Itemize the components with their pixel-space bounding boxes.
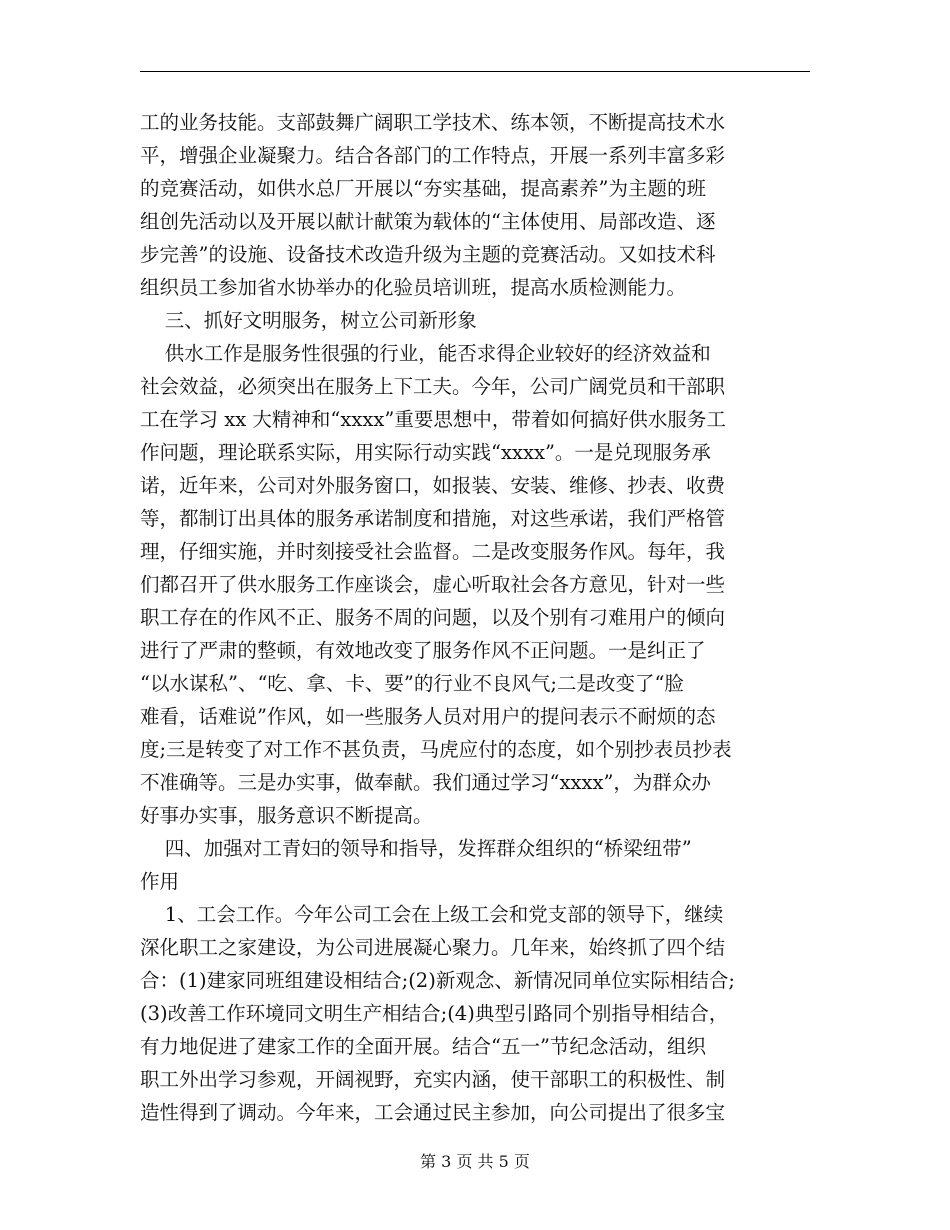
text-line: 1、工会工作。今年公司工会在上级工会和党支部的领导下，继续 xyxy=(140,903,724,926)
text-line: 平，增强企业凝聚力。结合各部门的工作特点，开展一系列丰富多彩 xyxy=(140,144,726,167)
text-line: 供水工作是服务性很强的行业，能否求得企业较好的经济效益和 xyxy=(140,342,711,365)
text-line: “以水谋私”、“吃、拿、卡、要”的行业不良风气;二是改变了“脸 xyxy=(140,672,684,695)
text-line: 组织员工参加省水协举办的化验员培训班，提高水质检测能力。 xyxy=(140,276,687,299)
text-line: 等，都制订出具体的服务承诺制度和措施，对这些承诺，我们严格管 xyxy=(140,507,726,530)
text-line: 作问题，理论联系实际，用实际行动实践“xxxx”。一是兑现服务承 xyxy=(140,441,711,464)
text-line: 职工存在的作风不正、服务不周的问题，以及个别有刁难用户的倾向 xyxy=(140,606,726,629)
text-line: 们都召开了供水服务工作座谈会，虚心听取社会各方意见，针对一些 xyxy=(140,573,726,596)
section-heading: 四、加强对工青妇的领导和指导，发挥群众组织的“桥梁纽带” xyxy=(140,837,692,860)
page-number: 第 3 页 共 5 页 xyxy=(420,1152,530,1171)
text-line: 组创先活动以及开展以献计献策为载体的“主体使用、局部改造、逐 xyxy=(140,210,716,233)
text-line: 好事办实事，服务意识不断提高。 xyxy=(140,804,433,827)
text-line: 度;三是转变了对工作不甚负责，马虎应付的态度，如个别抄表员抄表 xyxy=(140,738,732,761)
text-line: (3)改善工作环境同文明生产相结合;(4)典型引路同个别指导相结合， xyxy=(140,1002,729,1025)
text-line: 诺，近年来，公司对外服务窗口，如报装、安装、维修、抄表、收费 xyxy=(140,474,726,497)
text-line: 不准确等。三是办实事，做奉献。我们通过学习“xxxx”，为群众办 xyxy=(140,771,711,794)
text-line: 步完善”的设施、设备技术改造升级为主题的竞赛活动。又如技术科 xyxy=(140,243,716,266)
body-text xyxy=(140,106,810,1129)
text-line: 工的业务技能。支部鼓舞广阔职工学技术、练本领，不断提高技术水 xyxy=(140,111,726,134)
text-line: 的竞赛活动，如供水总厂开展以“夯实基础，提高素养”为主题的班 xyxy=(140,177,706,200)
header-rule xyxy=(140,71,810,72)
section-heading: 三、抓好文明服务，树立公司新形象 xyxy=(140,309,477,332)
text-line: 深化职工之家建设，为公司进展凝心聚力。几年来，始终抓了四个结 xyxy=(140,936,726,959)
text-line: 难看，话难说”作风，如一些服务人员对用户的提问表示不耐烦的态 xyxy=(140,705,716,728)
text-line: 有力地促进了建家工作的全面开展。结合“五一”节纪念活动，组织 xyxy=(140,1035,706,1058)
text-line: 职工外出学习参观，开阔视野，充实内涵，使干部职工的积极性、制 xyxy=(140,1068,726,1091)
section-heading-continuation: 作用 xyxy=(140,870,180,893)
text-line: 理，仔细实施，并时刻接受社会监督。二是改变服务作风。每年，我 xyxy=(140,540,726,563)
text-line: 工在学习 xx 大精神和“xxxx”重要思想中，带着如何搞好供水服务工 xyxy=(140,408,726,431)
text-line: 合：(1)建家同班组建设相结合;(2)新观念、新情况同单位实际相结合; xyxy=(140,969,735,992)
text-line: 造性得到了调动。今年来，工会通过民主参加，向公司提出了很多宝 xyxy=(140,1101,726,1124)
text-line: 社会效益，必须突出在服务上下工夫。今年，公司广阔党员和干部职 xyxy=(140,375,726,398)
text-line: 进行了严肃的整顿，有效地改变了服务作风不正问题。一是纠正了 xyxy=(140,639,706,662)
